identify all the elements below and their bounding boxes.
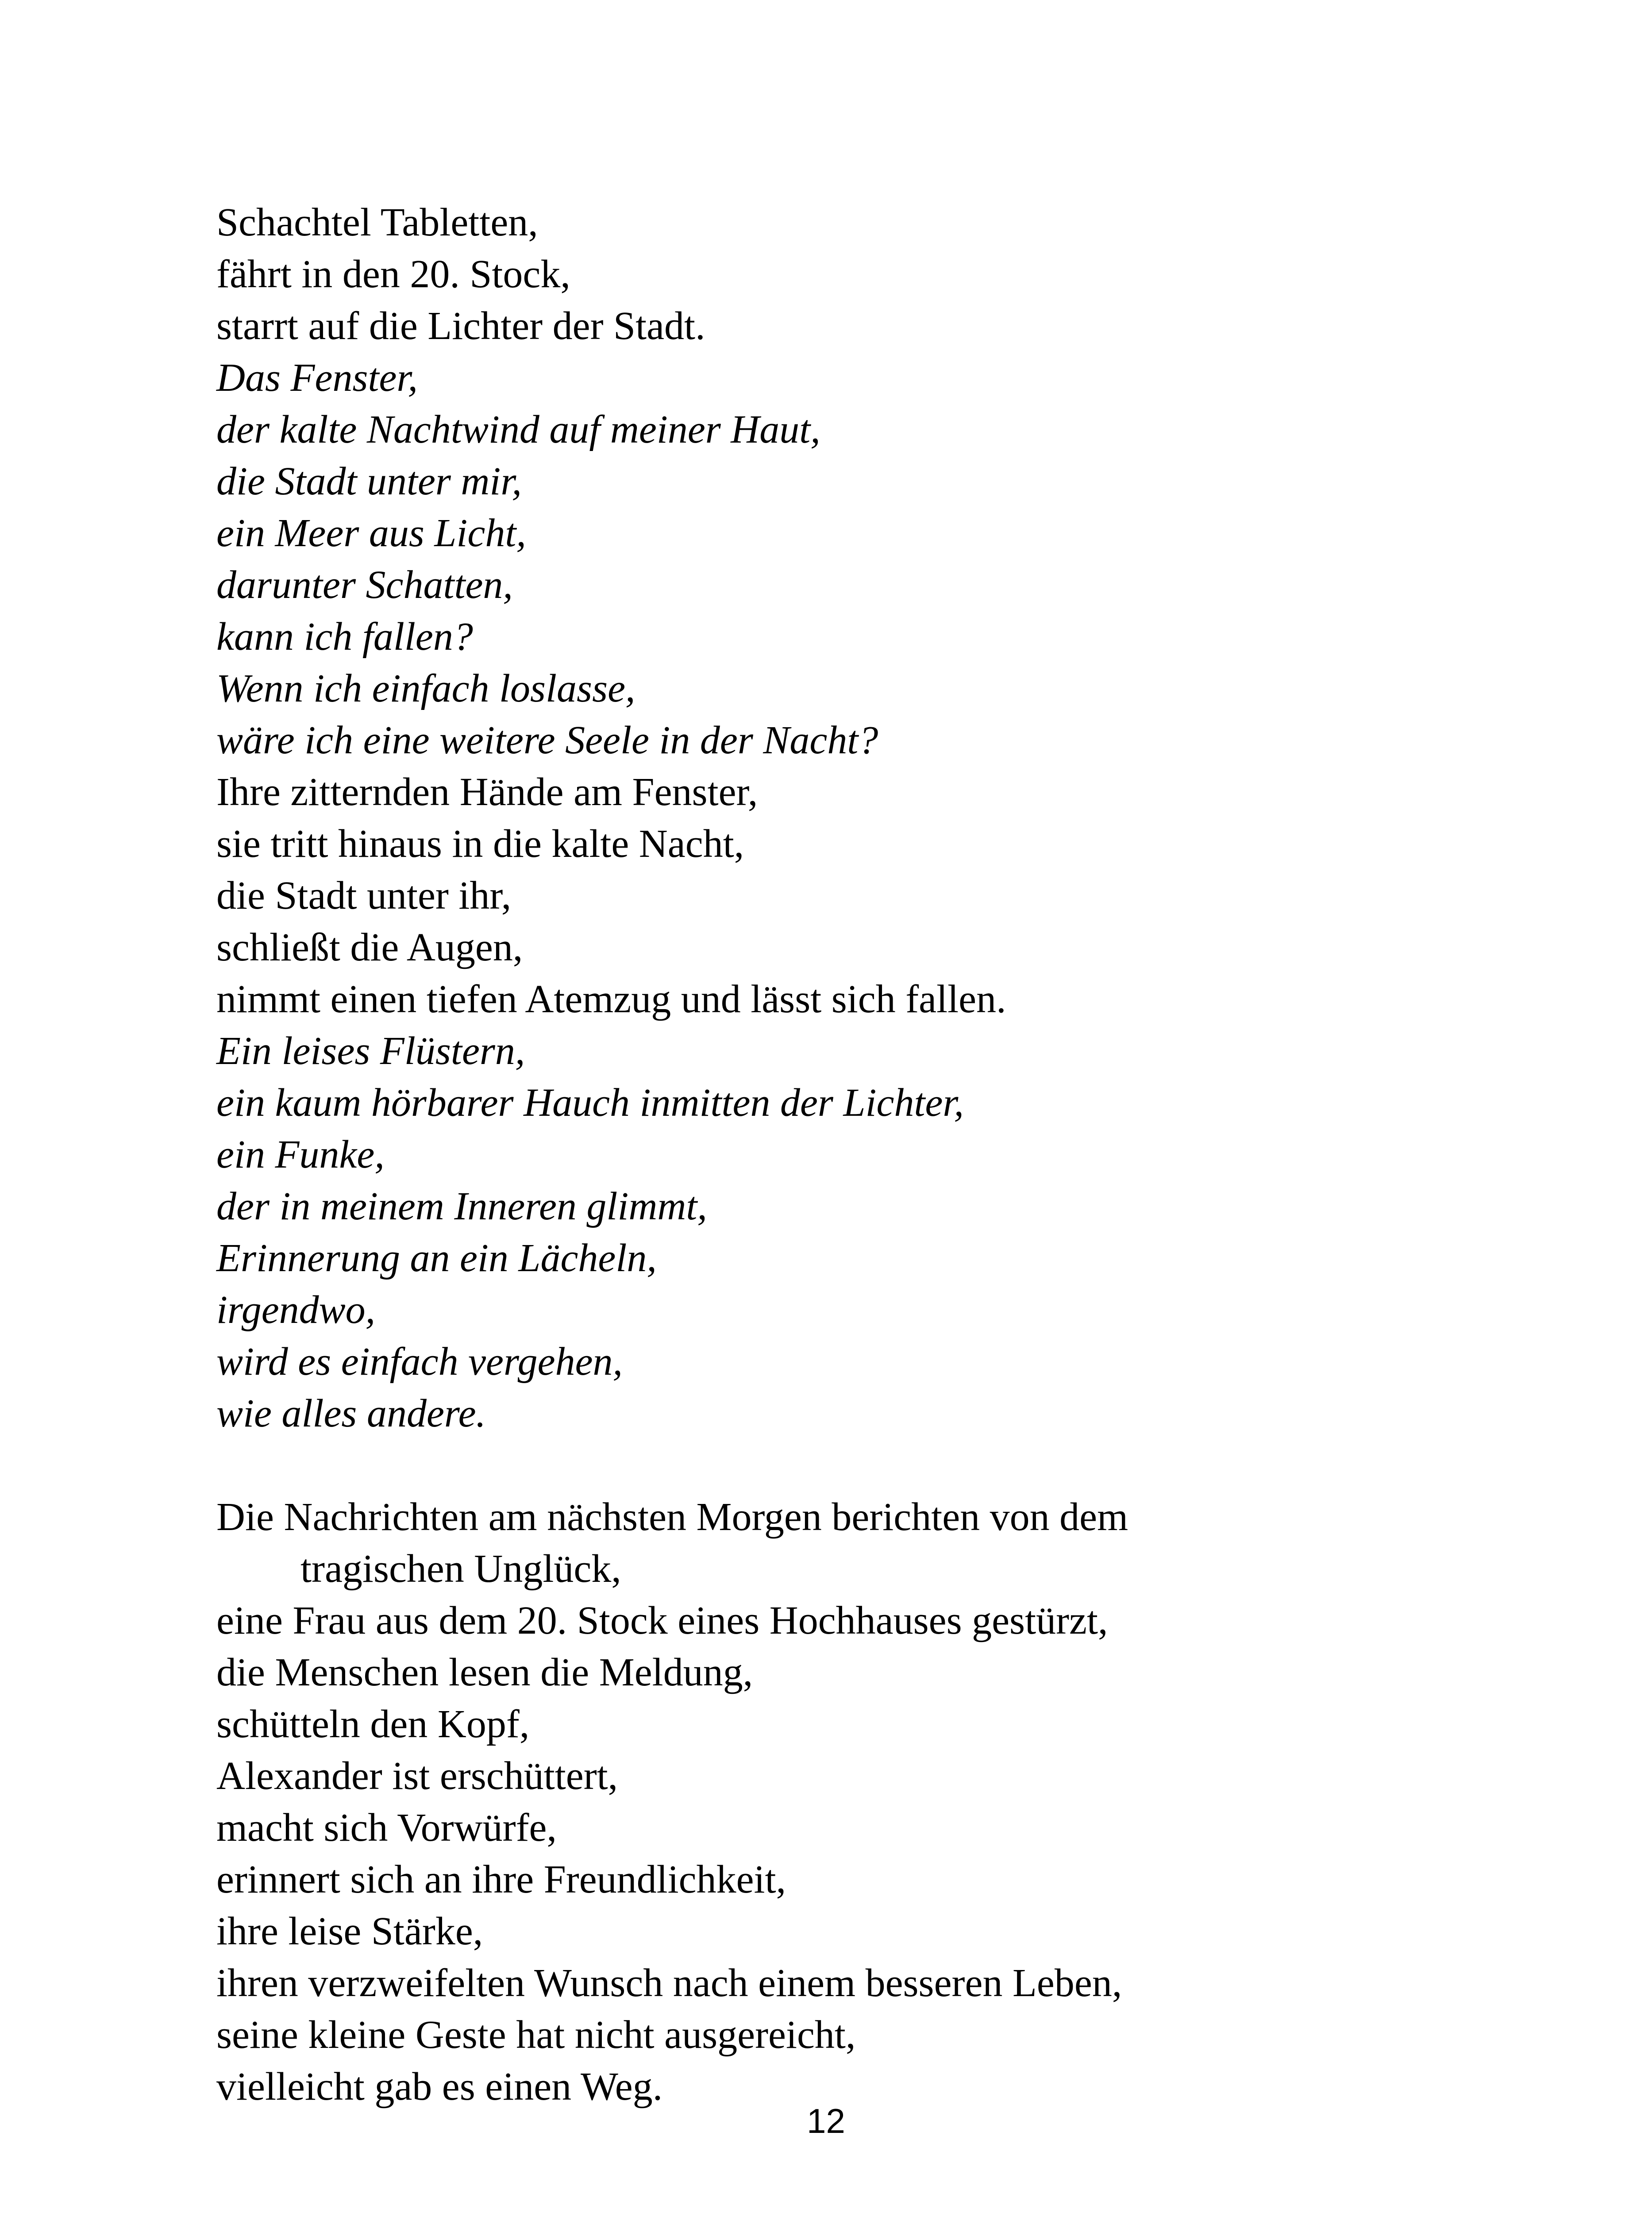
poem-line: Die Nachrichten am nächsten Morgen berichten von dem — [216, 1495, 1128, 1539]
poem-line: seine kleine Geste hat nicht ausgereicht, — [216, 2013, 856, 2057]
poem-line-italic: die Stadt unter mir, — [216, 459, 522, 503]
poem-line: die Menschen lesen die Meldung, — [216, 1650, 753, 1694]
poem-line-italic: Erinnerung an ein Lächeln, — [216, 1236, 657, 1280]
poem-line: schließt die Augen, — [216, 925, 523, 969]
poem-line-italic: darunter Schatten, — [216, 563, 513, 607]
poem-line: schütteln den Kopf, — [216, 1702, 530, 1746]
poem-line: fährt in den 20. Stock, — [216, 252, 570, 296]
poem-line-italic: ein Meer aus Licht, — [216, 511, 526, 555]
stanza-2 — [216, 1491, 1544, 2113]
poem-line: Schachtel Tabletten, — [216, 200, 538, 244]
poem-line: erinnert sich an ihre Freundlichkeit, — [216, 1858, 786, 1901]
poem-line-italic: ein Funke, — [216, 1133, 385, 1176]
poem-line: Alexander ist erschüttert, — [216, 1754, 618, 1798]
poem-line-continuation: tragischen Unglück, — [300, 1547, 621, 1591]
poem-line: ihre leise Stärke, — [216, 1909, 483, 1953]
poem-line-italic: Ein leises Flüstern, — [216, 1029, 525, 1073]
poem-line: starrt auf die Lichter der Stadt. — [216, 304, 705, 348]
poem-line-italic: kann ich fallen? — [216, 615, 473, 659]
poem-line-italic: irgendwo, — [216, 1288, 376, 1332]
poem-line: macht sich Vorwürfe, — [216, 1806, 557, 1850]
page-number: 12 — [807, 2101, 845, 2140]
poem-line: sie tritt hinaus in die kalte Nacht, — [216, 822, 744, 866]
poem-line-italic: wäre ich eine weitere Seele in der Nacht? — [216, 718, 878, 762]
poem-line-italic: der in meinem Inneren glimmt, — [216, 1184, 707, 1228]
poem-line: vielleicht gab es einen Weg. — [216, 2065, 663, 2109]
poem-line-italic: Wenn ich einfach loslasse, — [216, 667, 635, 710]
poem-line: Ihre zitternden Hände am Fenster, — [216, 770, 758, 814]
poem-line: die Stadt unter ihr, — [216, 874, 512, 918]
stanza-1 — [216, 197, 1544, 1439]
poem-line: nimmt einen tiefen Atemzug und lässt sich fallen. — [216, 977, 1006, 1021]
poem-line-italic: der kalte Nachtwind auf meiner Haut, — [216, 408, 820, 451]
poem-body — [216, 197, 1544, 2113]
poem-line-italic: wird es einfach vergehen, — [216, 1340, 623, 1384]
poem-line-italic: ein kaum hörbarer Hauch inmitten der Lichter, — [216, 1081, 964, 1125]
poem-line: ihren verzweifelten Wunsch nach einem besseren Leben, — [216, 1961, 1122, 2005]
poem-line-italic: Das Fenster, — [216, 356, 418, 400]
poem-line: eine Frau aus dem 20. Stock eines Hochhauses gestürzt, — [216, 1599, 1108, 1642]
poem-line-italic: wie alles andere. — [216, 1392, 486, 1435]
